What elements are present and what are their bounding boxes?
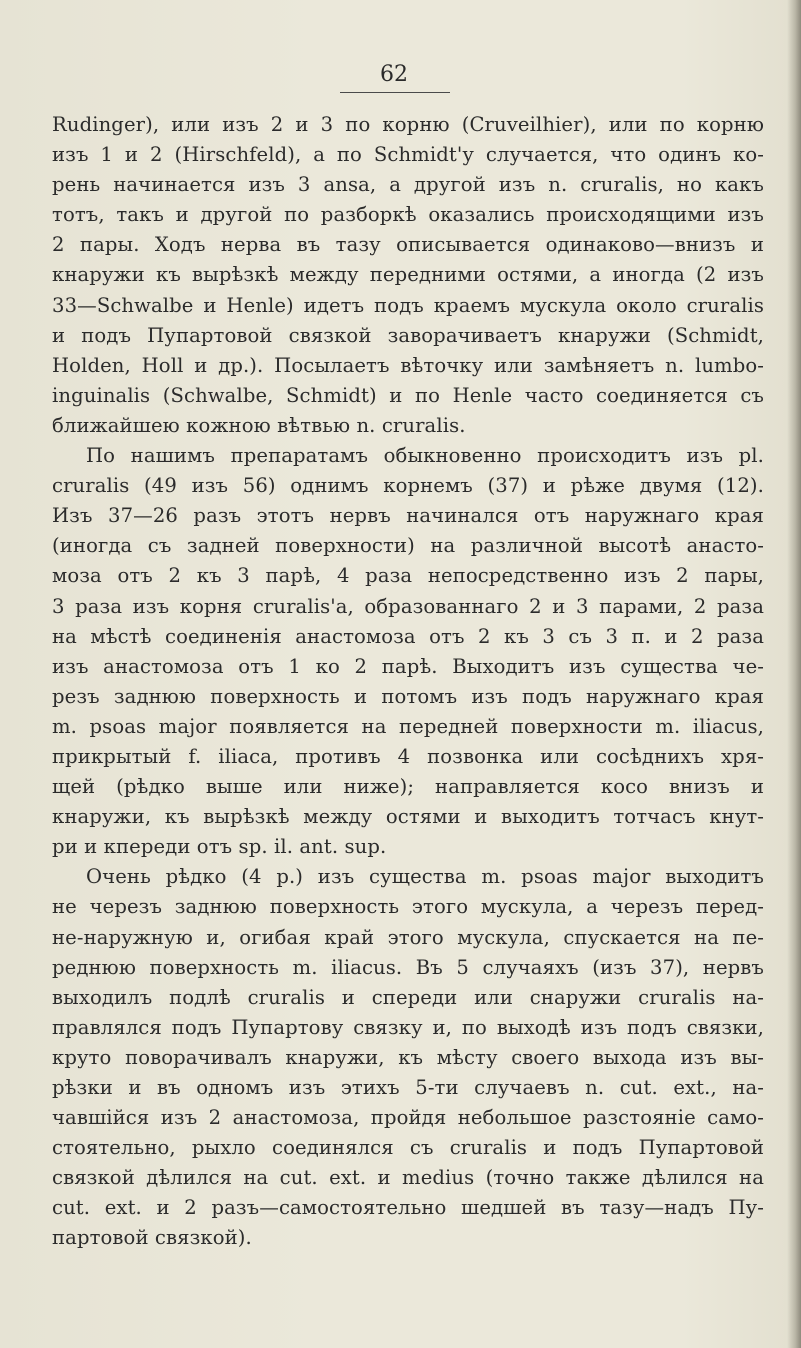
- text-line: правлялся подъ Пупартову связку и, по выходѣ изъ подъ связки,: [52, 1015, 764, 1039]
- text-line: резъ заднюю поверхность и потомъ изъ подъ наружнаго края: [52, 684, 764, 708]
- text-line: cruralis (49 изъ 56) однимъ корнемъ (37) и рѣже двумя (12).: [52, 474, 764, 498]
- text-line: стоятельно, рыхло соединялся съ cruralis и подъ Пупартовой: [52, 1136, 764, 1160]
- text-line: m. psoas major появляется на передней поверхности m. iliacus,: [52, 714, 764, 738]
- text-line: рень начинается изъ 3 ansa, а другой изъ n. cruralis, но какъ: [52, 173, 764, 197]
- page-number-rule: [340, 92, 450, 93]
- text-line: моза отъ 2 къ 3 парѣ, 4 раза непосредственно изъ 2 пары,: [52, 564, 764, 588]
- text-line: круто поворачивалъ кнаружи, къ мѣсту своего выхода изъ вы-: [52, 1045, 764, 1069]
- text-line: ближайшею кожною вѣтвью n. cruralis.: [52, 413, 466, 437]
- text-line: (иногда съ задней поверхности) на различной высотѣ анасто-: [52, 534, 764, 558]
- text-line: Holden, Holl и др.). Посылаетъ вѣточку или замѣняетъ n. lumbo-: [52, 353, 764, 377]
- text-line: связкой дѣлился на cut. ext. и medius (точно также дѣлился на: [52, 1166, 764, 1190]
- text-line: тотъ, такъ и другой по разборкѣ оказались происходящими изъ: [52, 203, 764, 227]
- text-line: Rudinger), или изъ 2 и 3 по корню (Cruveilhier), или по корню: [52, 113, 764, 136]
- text-line: изъ 1 и 2 (Hirschfeld), а по Schmidt'у случается, что одинъ ко-: [52, 143, 764, 167]
- text-line: не черезъ заднюю поверхность этого мускула, а черезъ перед-: [52, 895, 764, 919]
- text-line: 3 раза изъ корня cruralis'а, образованнаго 2 и 3 парами, 2 раза: [52, 594, 764, 618]
- text-line: 2 пары. Ходъ нерва въ тазу описывается одинаково—внизъ и: [52, 233, 764, 257]
- text-line: рѣзки и въ одномъ изъ этихъ 5-ти случаевъ n. cut. ext., на-: [52, 1076, 764, 1099]
- text-line: чавшійся изъ 2 анастомоза, пройдя небольшое разстояніе само-: [52, 1106, 764, 1130]
- page-number: 62: [380, 62, 408, 87]
- text-line: кнаружи къ вырѣзкѣ между передними остями, а иногда (2 изъ: [52, 263, 764, 287]
- text-line: inguinalis (Schwalbe, Schmidt) и по Henle часто соединяется съ: [52, 383, 764, 407]
- page-edge-shadow: [787, 0, 801, 1348]
- text-line: кнаружи, къ вырѣзкѣ между остями и выходитъ тотчасъ кнут-: [52, 805, 764, 829]
- text-line: Изъ 37—26 разъ этотъ нервъ начинался отъ наружнаго края: [52, 504, 764, 528]
- text-line: cut. ext. и 2 разъ—самостоятельно шедшей въ тазу—надъ Пу-: [52, 1196, 764, 1220]
- text-line: изъ анастомоза отъ 1 ко 2 парѣ. Выходитъ изъ существа че-: [52, 654, 764, 678]
- text-line: ри и кпереди отъ sp. il. ant. sup.: [52, 835, 387, 859]
- text-line: не-наружную и, огибая край этого мускула, спускается на пе-: [52, 925, 764, 949]
- text-line: выходилъ подлѣ cruralis и спереди или снаружи cruralis на-: [52, 985, 764, 1009]
- text-line: прикрытый f. iliaca, противъ 4 позвонка или сосѣднихъ хря-: [52, 744, 764, 768]
- text-line: 33—Schwalbe и Henle) идетъ подъ краемъ мускула около cruralis: [52, 293, 764, 317]
- text-line: на мѣстѣ соединенія анастомоза отъ 2 къ 3 съ 3 п. и 2 раза: [52, 624, 764, 648]
- body-text: [52, 110, 764, 1254]
- text-line: По нашимъ препаратамъ обыкновенно происходитъ изъ pl.: [86, 444, 764, 468]
- text-line: Очень рѣдко (4 р.) изъ существа m. psoas major выходитъ: [86, 865, 764, 889]
- text-line: партовой связкой).: [52, 1226, 252, 1250]
- text-line: реднюю поверхность m. iliacus. Въ 5 случаяхъ (изъ 37), нервъ: [52, 955, 764, 979]
- text-line: и подъ Пупартовой связкой заворачиваетъ кнаружи (Schmidt,: [52, 323, 764, 347]
- text-line: щей (рѣдко выше или ниже); направляется косо внизъ и: [52, 775, 764, 799]
